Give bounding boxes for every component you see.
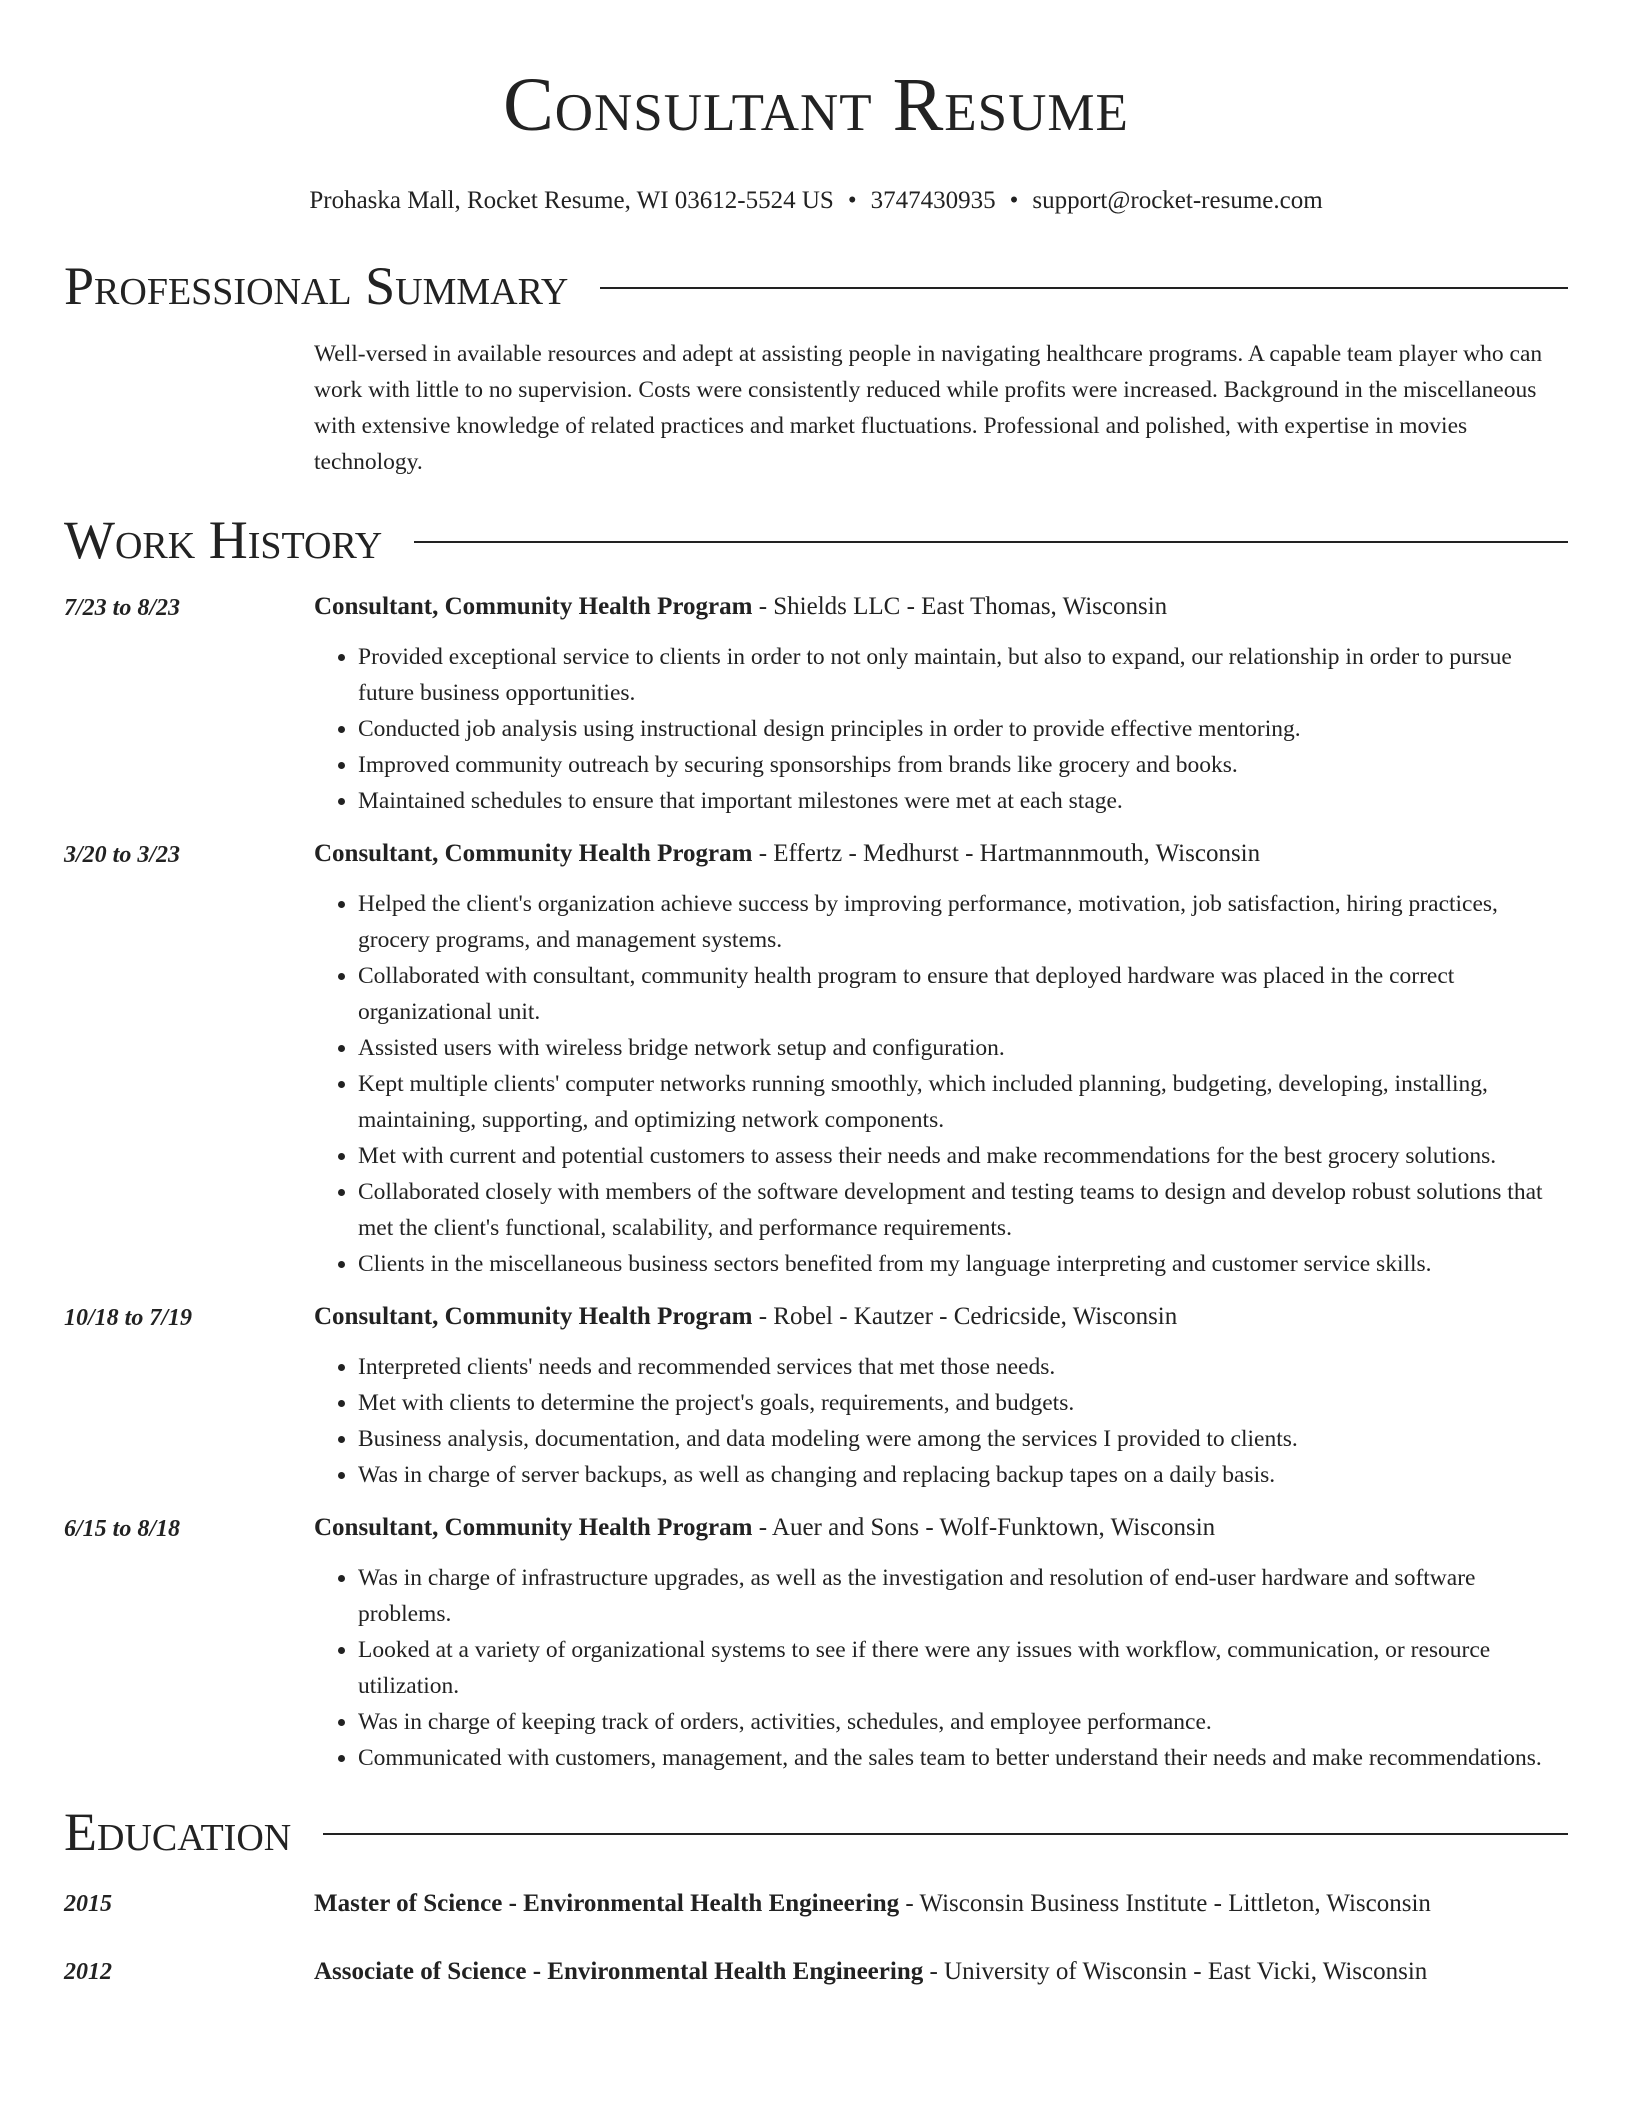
section-heading xyxy=(64,1802,1568,1862)
job-dates: 7/23 to 8/23 xyxy=(64,595,181,621)
job-dates: 10/18 to 7/19 xyxy=(64,1305,193,1331)
job-entry xyxy=(64,590,1568,819)
job-bullet-list xyxy=(314,1560,1568,1776)
job-bullet: • Collaborated with consultant, community health program to ensure that deployed hardware was placed in the correct organizational unit. xyxy=(358,958,1568,1030)
section-title: Professional Summary xyxy=(64,256,569,316)
contact-address: Prohaska Mall, Rocket Resume, WI 03612-5524 US xyxy=(309,187,834,214)
education-list xyxy=(64,1886,1568,1990)
job-bullet: • Business analysis, documentation, and data modeling were among the services I provided to clients. xyxy=(358,1421,1568,1457)
job-heading xyxy=(314,590,1568,624)
job-body xyxy=(314,1300,1568,1493)
job-bullet: • Was in charge of infrastructure upgrades, as well as the investigation and resolution of end-user hardware and software problems. xyxy=(358,1560,1568,1632)
job-bullet: • Clients in the miscellaneous business sectors benefited from my language interpreting and customer service skills. xyxy=(358,1246,1568,1282)
job-body xyxy=(314,590,1568,819)
job-employer-location: - Effertz - Medhurst - Hartmannmouth, Wisconsin xyxy=(752,840,1261,867)
job-bullet: • Met with current and potential customers to assess their needs and make recommendations for the best grocery solutions. xyxy=(358,1138,1568,1174)
job-dates: 3/20 to 3/23 xyxy=(64,842,181,868)
section-divider xyxy=(414,541,1568,543)
resume-header xyxy=(64,0,1568,216)
job-entry xyxy=(64,1300,1568,1493)
education-year: 2015 xyxy=(64,1891,112,1917)
work-history-section xyxy=(64,510,1568,1776)
job-employer-location: - Auer and Sons - Wolf-Funktown, Wisconsin xyxy=(752,1514,1216,1541)
job-bullet: • Was in charge of keeping track of orders, activities, schedules, and employee performance. xyxy=(358,1704,1568,1740)
section-title: Work History xyxy=(64,510,383,570)
education-degree: Associate of Science - Environmental Health Engineering xyxy=(314,1958,924,1985)
section-heading xyxy=(64,510,1568,570)
job-entry xyxy=(64,1511,1568,1776)
job-bullet: • Kept multiple clients' computer networks running smoothly, which included planning, budgeting, developing, installing, maintaining, supporting, and optimizing network components. xyxy=(358,1066,1568,1138)
education-school-location: - Wisconsin Business Institute - Littleton, Wisconsin xyxy=(899,1890,1431,1917)
job-body xyxy=(314,837,1568,1282)
job-employer-location: - Shields LLC - East Thomas, Wisconsin xyxy=(752,593,1168,620)
education-year: 2012 xyxy=(64,1959,112,1985)
contact-email: support@rocket-resume.com xyxy=(1032,187,1323,214)
job-bullet: • Met with clients to determine the project's goals, requirements, and budgets. xyxy=(358,1385,1568,1421)
job-title: Consultant, Community Health Program xyxy=(314,593,753,620)
job-heading xyxy=(314,837,1568,871)
education-entry xyxy=(64,1954,1568,1990)
professional-summary-section xyxy=(64,256,1568,480)
education-details xyxy=(314,1954,1568,1990)
job-heading xyxy=(314,1300,1568,1334)
education-degree: Master of Science - Environmental Health Engineering xyxy=(314,1890,900,1917)
job-bullet: • Interpreted clients' needs and recommended services that met those needs. xyxy=(358,1349,1568,1385)
job-bullet: • Collaborated closely with members of the software development and testing teams to design and develop robust solutions that met the client's functional, scalability, and performance requirements. xyxy=(358,1174,1568,1246)
contact-separator: • xyxy=(847,187,857,214)
job-title: Consultant, Community Health Program xyxy=(314,1514,753,1541)
job-employer-location: - Robel - Kautzer - Cedricside, Wisconsin xyxy=(752,1303,1178,1330)
education-school-location: - University of Wisconsin - East Vicki, Wisconsin xyxy=(923,1958,1428,1985)
section-title: Education xyxy=(64,1802,292,1862)
job-title: Consultant, Community Health Program xyxy=(314,840,753,867)
education-section xyxy=(64,1802,1568,1990)
job-entry xyxy=(64,837,1568,1282)
job-bullet: • Was in charge of server backups, as well as changing and replacing backup tapes on a daily basis. xyxy=(358,1457,1568,1493)
job-bullet: • Communicated with customers, management, and the sales team to better understand their needs and make recommendations. xyxy=(358,1740,1568,1776)
job-bullet: • Provided exceptional service to clients in order to not only maintain, but also to expand, our relationship in order to pursue future business opportunities. xyxy=(358,639,1568,711)
job-bullet: • Looked at a variety of organizational systems to see if there were any issues with workflow, communication, or resource utilization. xyxy=(358,1632,1568,1704)
job-body xyxy=(314,1511,1568,1776)
job-bullet: • Conducted job analysis using instructional design principles in order to provide effective mentoring. xyxy=(358,711,1568,747)
section-heading xyxy=(64,256,1568,316)
job-list xyxy=(64,590,1568,1776)
job-bullet: • Assisted users with wireless bridge network setup and configuration. xyxy=(358,1030,1568,1066)
job-title: Consultant, Community Health Program xyxy=(314,1303,753,1330)
job-bullet-list xyxy=(314,639,1568,819)
education-details xyxy=(314,1886,1568,1922)
job-bullet-list xyxy=(314,1349,1568,1493)
job-bullet: • Improved community outreach by securing sponsorships from brands like grocery and books. xyxy=(358,747,1568,783)
section-divider xyxy=(600,287,1568,289)
job-bullet: • Helped the client's organization achieve success by improving performance, motivation, job satisfaction, hiring practices, grocery programs, and management systems. xyxy=(358,886,1568,958)
education-entry xyxy=(64,1886,1568,1922)
job-dates: 6/15 to 8/18 xyxy=(64,1516,181,1542)
summary-text: Well-versed in available resources and adept at assisting people in navigating healthcare programs. A capable team player who can work with little to no supervision. Costs were consistently reduced while profits were increased. Background in the miscellaneous with extensive knowledge of related practices and market fluctuations. Professional and polished, with expertise in movies technology. xyxy=(314,341,1543,475)
section-divider xyxy=(323,1833,1568,1835)
job-bullet: • Maintained schedules to ensure that important milestones were met at each stage. xyxy=(358,783,1568,819)
contact-phone: 3747430935 xyxy=(870,187,996,214)
contact-separator: • xyxy=(1009,187,1019,214)
job-bullet-list xyxy=(314,886,1568,1282)
job-heading xyxy=(314,1511,1568,1545)
resume-title: Consultant Resume xyxy=(503,63,1129,147)
contact-line xyxy=(64,186,1568,216)
